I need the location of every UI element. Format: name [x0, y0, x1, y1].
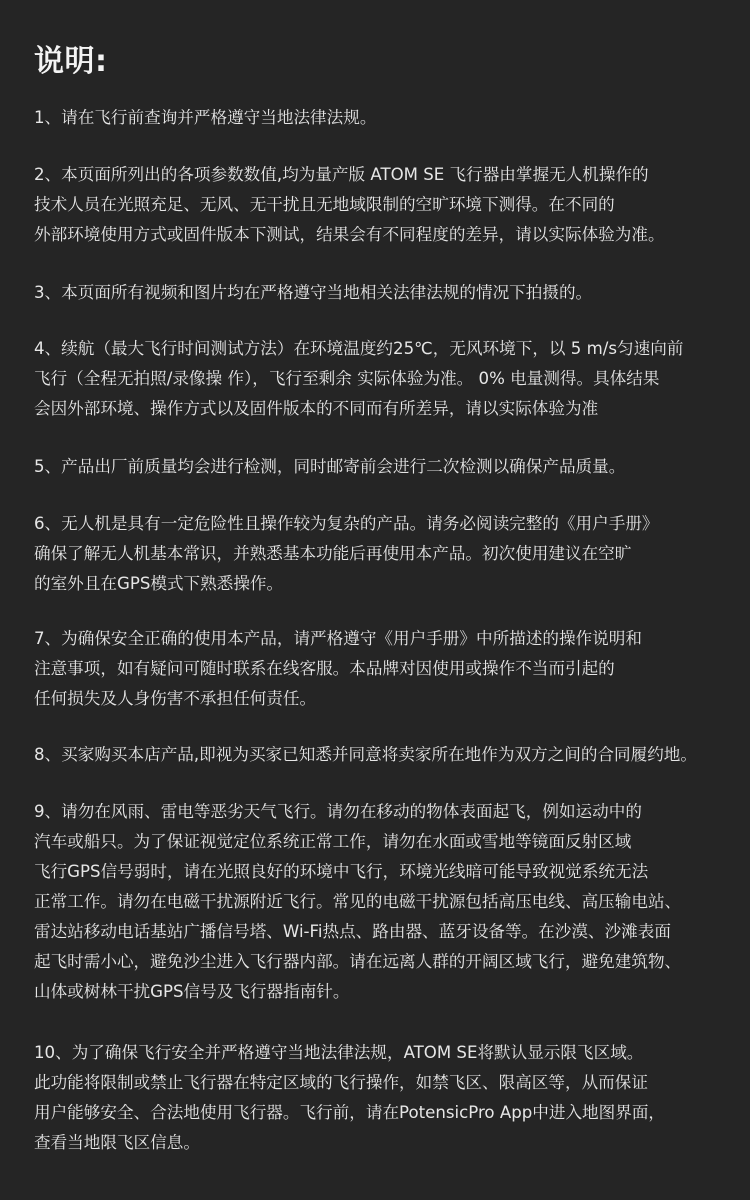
notice-line: 会因外部环境、操作方式以及固件版本的不同而有所差异，请以实际体验为准	[34, 399, 599, 418]
notice-line: 此功能将限制或禁止飞行器在特定区域的飞行操作，如禁飞区、限高区等，从而保证	[34, 1073, 648, 1092]
notice-item-10	[34, 1038, 734, 1158]
notice-line: 任何损失及人身伤害不承担任何责任。	[34, 689, 317, 708]
notice-line: 山体或树林干扰GPS信号及飞行器指南针。	[34, 982, 350, 1001]
notice-line: 10、为了确保飞行安全并严格遵守当地法律法规，ATOM SE将默认显示限飞区域。	[34, 1043, 644, 1062]
notice-line: 飞行（全程无拍照/录像操 作），飞行至剩余 实际体验为准。 0% 电量测得。具体结果	[34, 369, 660, 388]
notice-item-1	[34, 103, 734, 133]
notice-line: 3、本页面所有视频和图片均在严格遵守当地相关法律法规的情况下拍摄的。	[34, 283, 593, 302]
notice-line: 4、续航（最大飞行时间测试方法）在环境温度约25℃，无风环境下，以 5 m/s匀速向前	[34, 339, 684, 358]
notice-item-4	[34, 334, 734, 424]
notice-line: 6、无人机是具有一定危险性且操作较为复杂的产品。请务必阅读完整的《用户手册》	[34, 514, 659, 533]
notice-item-7	[34, 624, 734, 714]
notice-line: 正常工作。请勿在电磁干扰源附近飞行。常见的电磁干扰源包括高压电线、高压输电站、	[34, 892, 682, 911]
notice-line: 的室外且在GPS模式下熟悉操作。	[34, 574, 284, 593]
notice-line: 起飞时需小心，避免沙尘进入飞行器内部。请在远离人群的开阔区域飞行，避免建筑物、	[34, 952, 682, 971]
notice-line: 汽车或船只。为了保证视觉定位系统正常工作，请勿在水面或雪地等镜面反射区域	[34, 832, 632, 851]
notice-line: 雷达站移动电话基站广播信号塔、Wi-Fi热点、路由器、蓝牙设备等。在沙漠、沙滩表面	[34, 922, 671, 941]
notice-line: 注意事项，如有疑问可随时联系在线客服。本品牌对因使用或操作不当而引起的	[34, 659, 615, 678]
notice-item-8	[34, 740, 734, 770]
notice-line: 1、请在飞行前查询并严格遵守当地法律法规。	[34, 108, 377, 127]
page-title: 说明:	[34, 44, 108, 79]
notice-line: 2、本页面所列出的各项参数数值,均为量产版 ATOM SE 飞行器由掌握无人机操作的	[34, 165, 649, 184]
notice-line: 查看当地限飞区信息。	[34, 1133, 200, 1152]
notice-line: 用户能够安全、合法地使用飞行器。飞行前，请在PotensicPro App中进入地图界面，	[34, 1103, 666, 1122]
notice-item-6	[34, 509, 734, 599]
notice-line: 7、为确保安全正确的使用本产品，请严格遵守《用户手册》中所描述的操作说明和	[34, 629, 642, 648]
notice-line: 飞行GPS信号弱时，请在光照良好的环境中飞行，环境光线暗可能导致视觉系统无法	[34, 862, 649, 881]
notice-line: 9、请勿在风雨、雷电等恶劣天气飞行。请勿在移动的物体表面起飞，例如运动中的	[34, 802, 642, 821]
notice-line: 5、产品出厂前质量均会进行检测，同时邮寄前会进行二次检测以确保产品质量。	[34, 457, 626, 476]
notice-item-2	[34, 160, 734, 250]
notice-line: 外部环境使用方式或固件版本下测试，结果会有不同程度的差异，请以实际体验为准。	[34, 225, 665, 244]
notice-item-3	[34, 278, 734, 308]
notice-line: 技术人员在光照充足、无风、无干扰且无地域限制的空旷环境下测得。在不同的	[34, 195, 615, 214]
notice-line: 确保了解无人机基本常识，并熟悉基本功能后再使用本产品。初次使用建议在空旷	[34, 544, 632, 563]
notice-line: 8、买家购买本店产品,即视为买家已知悉并同意将卖家所在地作为双方之间的合同履约地。	[34, 745, 697, 764]
notice-item-5	[34, 452, 734, 482]
notice-item-9	[34, 797, 734, 1007]
